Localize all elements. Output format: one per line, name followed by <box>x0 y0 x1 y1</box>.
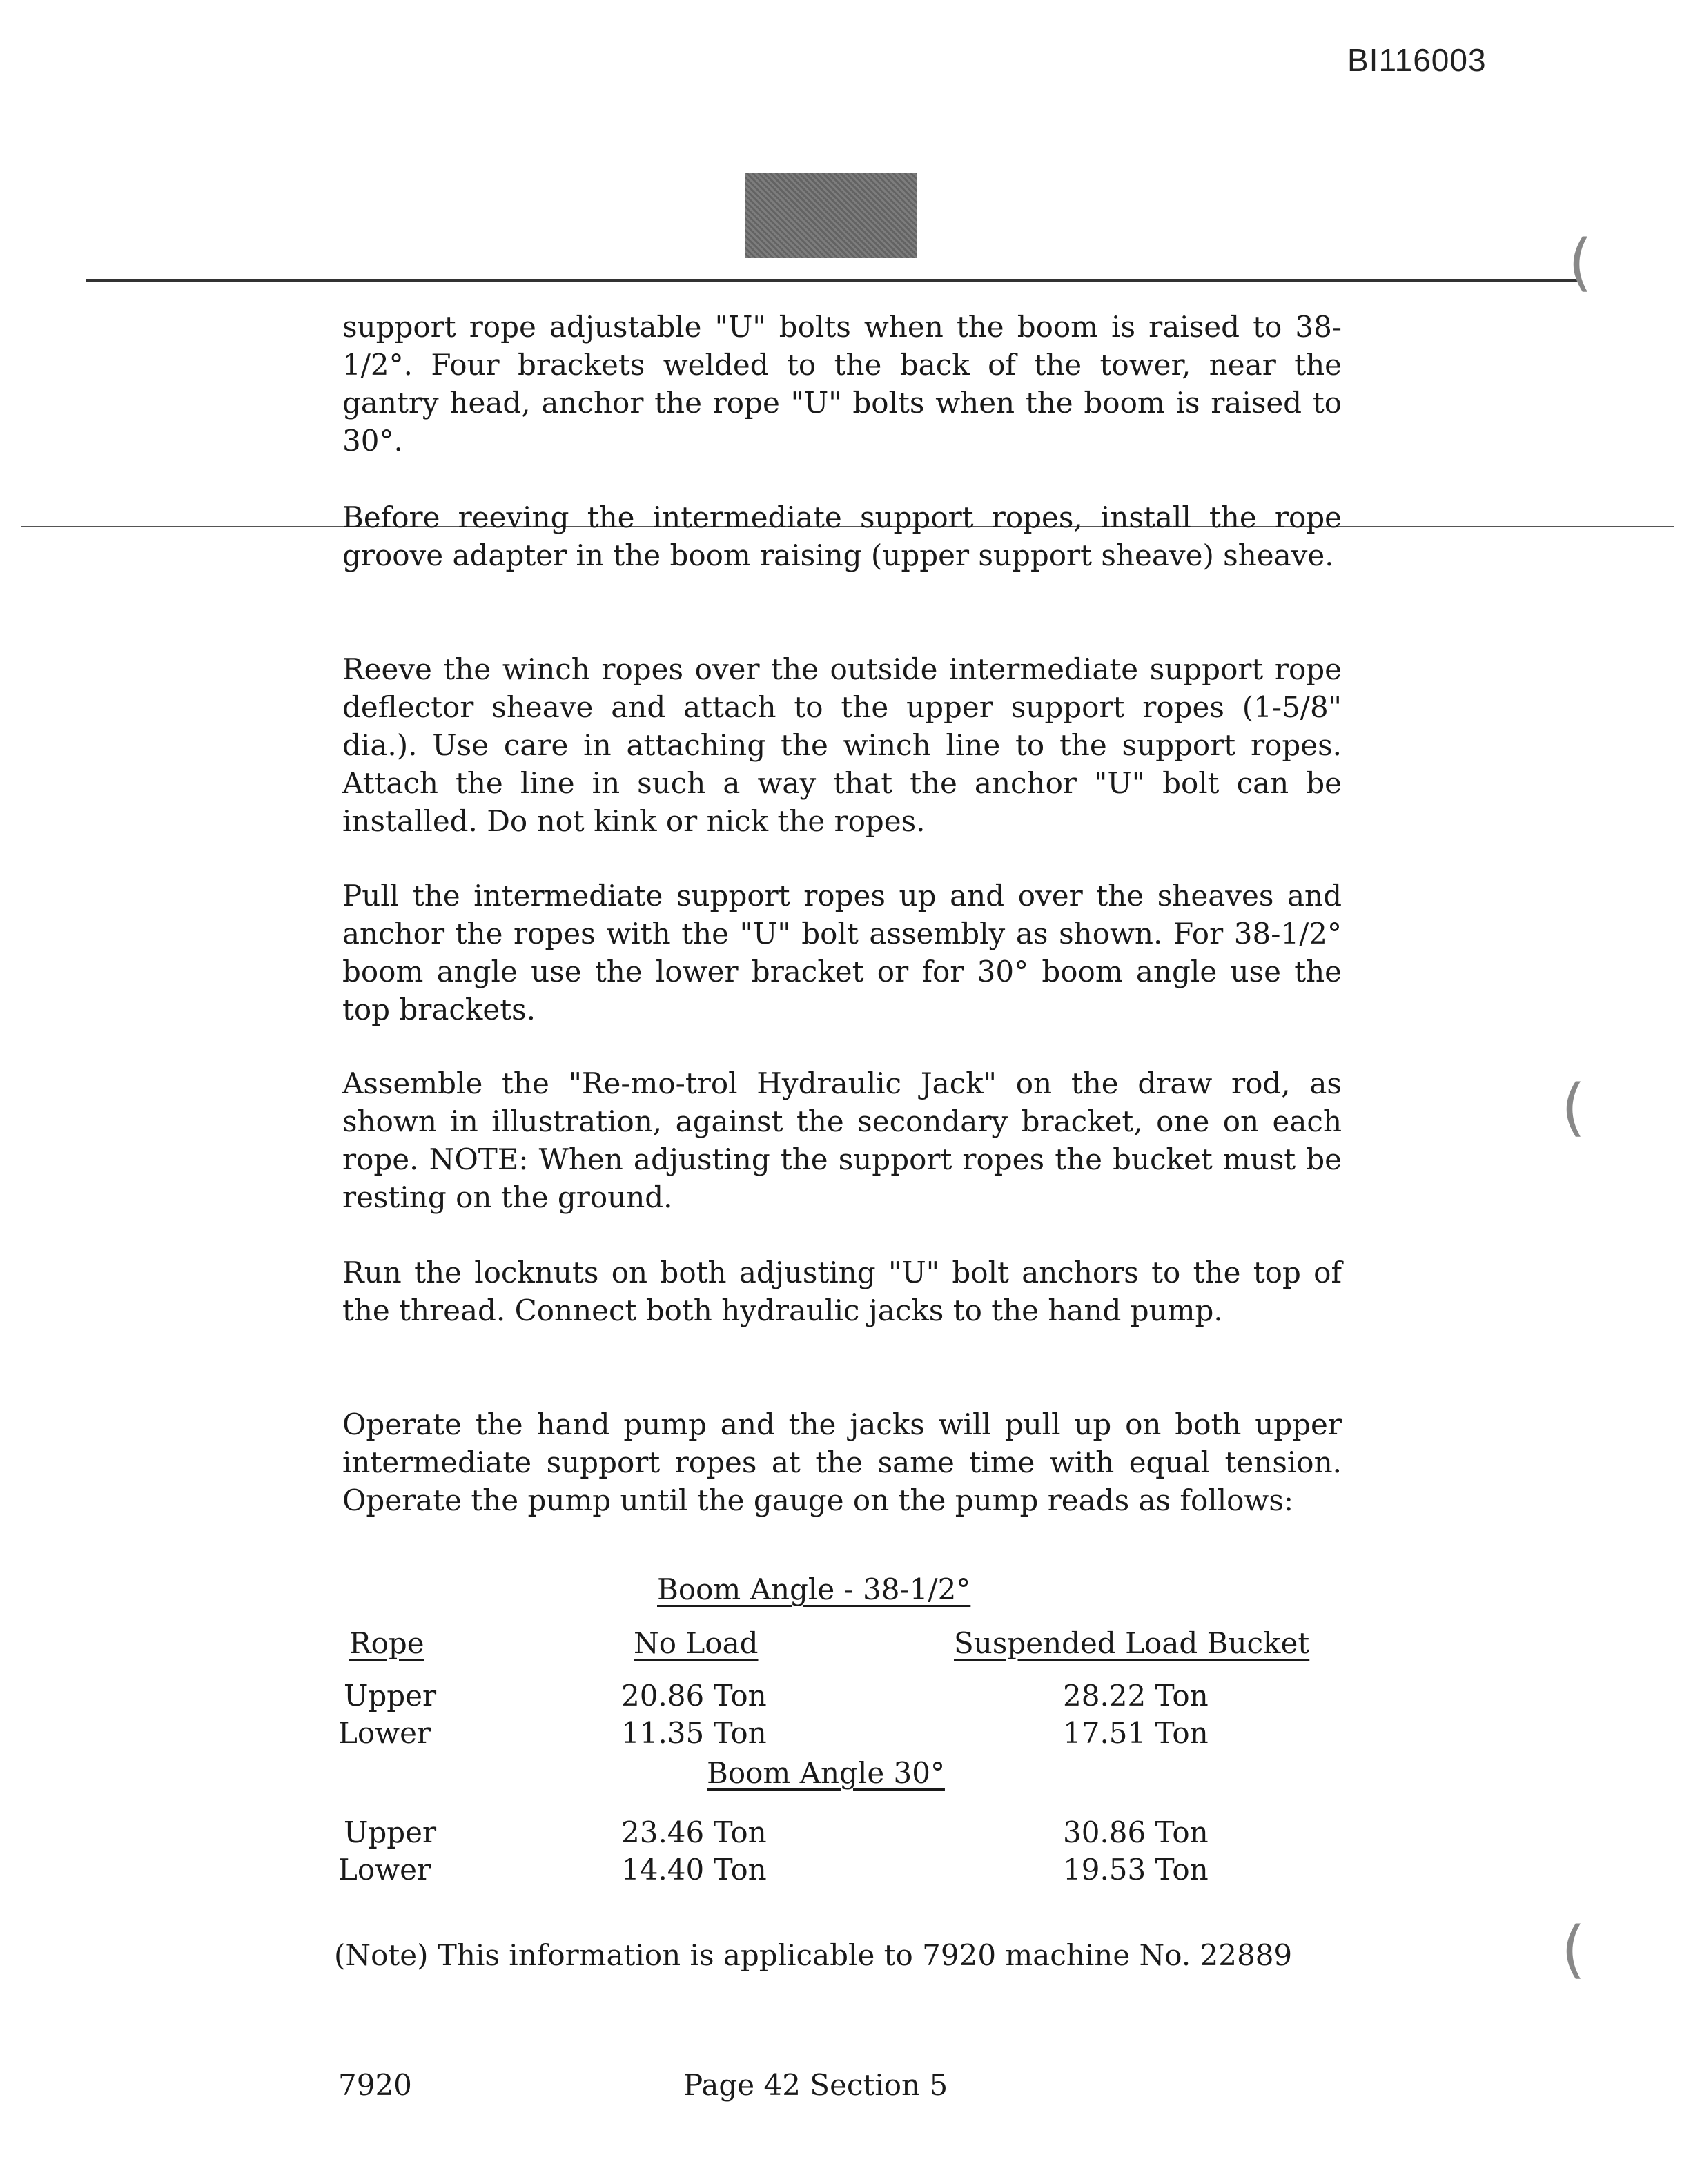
section-title-30: Boom Angle 30° <box>707 1756 945 1790</box>
footer-model-number: 7920 <box>338 2068 412 2102</box>
punch-hole-mark-icon: ( <box>1568 226 1593 299</box>
paragraph: Pull the intermediate support ropes up and over the sheaves and anchor the ropes with the "U" bolt assembly as shown. For 38-1/2° boom angle use the lower bracket or for 30° boom angle use the top brackets. <box>342 879 1342 1026</box>
suspended-cell: 28.22 Ton <box>1063 1679 1209 1713</box>
paragraph: Operate the hand pump and the jacks will pull up on both upper intermediate support ropes at the same time with equal tension. Operate the pump until the gauge on the pump reads as follows: <box>342 1407 1342 1517</box>
pressure-table <box>337 1572 1345 1890</box>
company-logo <box>745 173 917 258</box>
rope-cell: Upper <box>344 1679 437 1713</box>
rope-cell: Lower <box>338 1716 431 1750</box>
suspended-cell: 19.53 Ton <box>1063 1853 1209 1886</box>
header-divider <box>86 279 1577 282</box>
paragraph: Run the locknuts on both adjusting "U" bolt anchors to the top of the thread. Connect both hydraulic jacks to the hand pump. <box>342 1256 1342 1327</box>
suspended-cell: 30.86 Ton <box>1063 1815 1209 1849</box>
no-load-cell: 23.46 Ton <box>621 1815 767 1849</box>
table-row <box>337 1679 1345 1716</box>
no-load-cell: 14.40 Ton <box>621 1853 767 1886</box>
paragraph: Assemble the "Re-mo-trol Hydraulic Jack" on the draw rod, as shown in illustration, against the secondary bracket, one on each rope. NOTE: When adjusting the support ropes the bucket must be resting on the ground. <box>342 1066 1342 1214</box>
suspended-cell: 17.51 Ton <box>1063 1716 1209 1750</box>
applicability-note: (Note) This information is applicable to 7920 machine No. 22889 <box>334 1938 1293 1972</box>
punch-hole-mark-icon: ( <box>1561 1071 1586 1144</box>
paragraph: Before reeving the intermediate support ropes, install the rope groove adapter in the boom raising (upper support sheave) sheave. <box>342 500 1342 572</box>
section-title-38-5: Boom Angle - 38-1/2° <box>657 1572 971 1606</box>
table-row <box>337 1716 1345 1753</box>
table-row <box>337 1815 1345 1853</box>
table-row <box>337 1853 1345 1890</box>
paragraph: Reeve the winch ropes over the outside intermediate support rope deflector sheave and attach to the upper support ropes (1-5/8" dia.). Use care in attaching the winch line to the support ropes. Attach the line in such a way that the anchor "U" bolt can be installed. Do not kink or nick the ropes. <box>342 652 1342 838</box>
footer-page-number: Page 42 Section 5 <box>683 2068 948 2102</box>
no-load-cell: 11.35 Ton <box>621 1716 767 1750</box>
header-suspended-load: Suspended Load Bucket <box>954 1626 1310 1660</box>
table-section-title <box>337 1572 1345 1626</box>
paragraph: support rope adjustable "U" bolts when the boom is raised to 38-1/2°. Four brackets welded to the back of the tower, near the gantry head, anchor the rope "U" bolts when the boom is raised to 30°. <box>342 310 1342 458</box>
rope-cell: Lower <box>338 1853 431 1886</box>
rope-cell: Upper <box>344 1815 437 1849</box>
table-section-title <box>337 1756 1345 1815</box>
header-rope: Rope <box>349 1626 424 1660</box>
no-load-cell: 20.86 Ton <box>621 1679 767 1713</box>
table-header-row <box>337 1626 1345 1679</box>
header-no-load: No Load <box>634 1626 759 1660</box>
document-id: BI116003 <box>1347 42 1487 78</box>
punch-hole-mark-icon: ( <box>1561 1913 1586 1986</box>
